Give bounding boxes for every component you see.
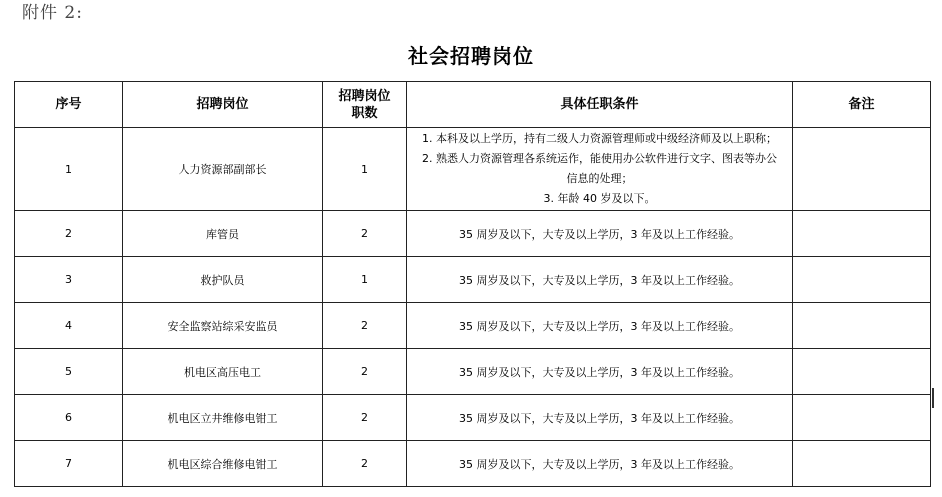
table-row: [15, 349, 931, 395]
requirement-line: 3. 年龄 40 岁及以下。: [543, 192, 656, 205]
cell-remarks: [793, 257, 931, 303]
cell-requirements: 35 周岁及以下，大专及以上学历，3 年及以上工作经验。: [407, 257, 793, 303]
table-row: [15, 257, 931, 303]
cell-remarks: [793, 303, 931, 349]
cell-count: 2: [323, 303, 407, 349]
cell-seq: 3: [15, 257, 123, 303]
table-header-row: [15, 82, 931, 128]
cell-count: 1: [323, 128, 407, 211]
cell-seq: 4: [15, 303, 123, 349]
cell-position: 机电区综合维修电钳工: [123, 441, 323, 487]
cell-seq: 5: [15, 349, 123, 395]
cell-seq: 1: [15, 128, 123, 211]
table-row: [15, 128, 931, 211]
cell-position: 库管员: [123, 211, 323, 257]
cell-position: 机电区高压电工: [123, 349, 323, 395]
cell-remarks: [793, 211, 931, 257]
cell-count: 2: [323, 441, 407, 487]
cell-count: 1: [323, 257, 407, 303]
table-row: [15, 395, 931, 441]
cell-position: 救护队员: [123, 257, 323, 303]
cell-position: 机电区立井维修电钳工: [123, 395, 323, 441]
header-remarks: 备注: [793, 82, 931, 128]
page-title: 社会招聘岗位: [408, 44, 534, 68]
header-count-line1: 招聘岗位: [338, 88, 391, 104]
cell-remarks: [793, 395, 931, 441]
edge-mark: [932, 388, 934, 408]
table-row: [15, 303, 931, 349]
attachment-label: 附件 2:: [22, 3, 83, 23]
cell-seq: 6: [15, 395, 123, 441]
requirement-line: 2. 熟悉人力资源管理各系统运作，能使用办公软件进行文字、图表等办公: [422, 152, 777, 165]
table-row: [15, 211, 931, 257]
cell-position: 人力资源部副部长: [123, 128, 323, 211]
cell-requirements: 35 周岁及以下，大专及以上学历，3 年及以上工作经验。: [407, 303, 793, 349]
header-requirements: 具体任职条件: [407, 82, 793, 128]
cell-remarks: [793, 349, 931, 395]
recruitment-table: [14, 81, 931, 487]
cell-count: 2: [323, 349, 407, 395]
requirement-line: 1. 本科及以上学历，持有二级人力资源管理师或中级经济师及以上职称；: [422, 132, 777, 145]
cell-seq: 7: [15, 441, 123, 487]
cell-requirements: 35 周岁及以下，大专及以上学历，3 年及以上工作经验。: [407, 349, 793, 395]
cell-requirements: 35 周岁及以下，大专及以上学历，3 年及以上工作经验。: [407, 441, 793, 487]
cell-requirements: 35 周岁及以下，大专及以上学历，3 年及以上工作经验。: [407, 395, 793, 441]
cell-remarks: [793, 128, 931, 211]
header-position: 招聘岗位: [123, 82, 323, 128]
header-count-line2: 职数: [351, 105, 378, 121]
cell-remarks: [793, 441, 931, 487]
cell-requirements: 35 周岁及以下，大专及以上学历，3 年及以上工作经验。: [407, 211, 793, 257]
cell-count: 2: [323, 395, 407, 441]
header-seq: 序号: [15, 82, 123, 128]
header-count: [323, 82, 407, 128]
cell-position: 安全监察站综采安监员: [123, 303, 323, 349]
cell-seq: 2: [15, 211, 123, 257]
table-row: [15, 441, 931, 487]
requirement-line: 信息的处理；: [566, 172, 633, 185]
cell-requirements: [407, 128, 793, 211]
cell-count: 2: [323, 211, 407, 257]
